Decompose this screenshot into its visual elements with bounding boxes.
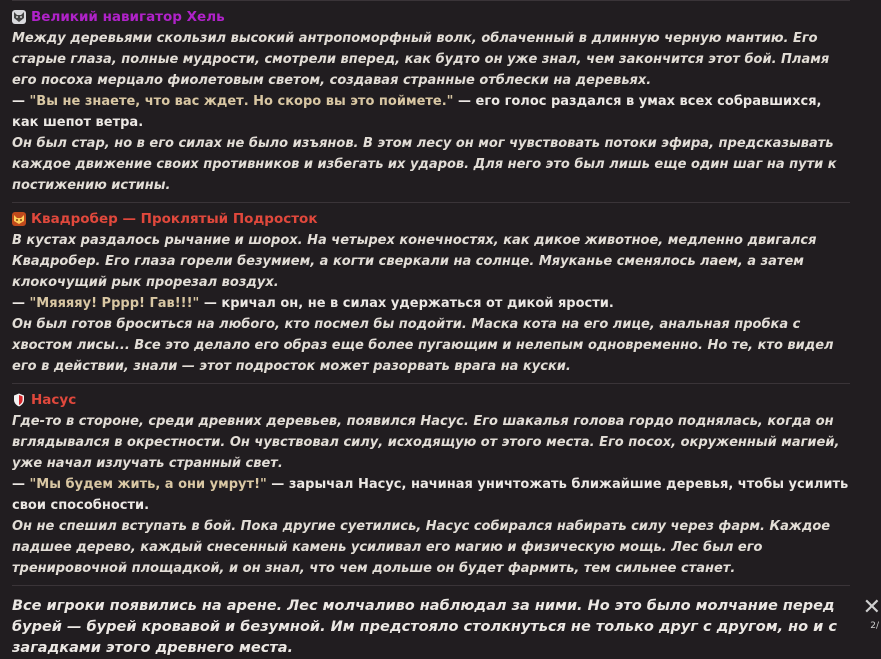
message-header [12,7,850,27]
dialogue-line [12,91,850,133]
dash: — [12,94,30,109]
quote-text: "Вы не знаете, что вас ждет. Но скоро вы это поймете." [29,94,454,109]
author-name[interactable]: Квадробер — Проклятый Подросток [31,211,318,227]
dialogue-line [12,293,850,314]
page-indicator: 2/ [870,621,879,631]
message-block [12,202,850,383]
narration-text: Между деревьями скользил высокий антропоморфный волк, облаченный в длинную черную мантию. Его старые глаза, полные мудрости, смотрели вперед, как будто он уже знал, чем закончится этот бой. Пламя его посоха мерцало фиолетовым светом, создавая странные отблески на деревьях. [12,31,830,88]
narration-text: Он был готов броситься на любого, кто посмел бы подойти. Маска кота на его лице, анальная пробка с хвостом лисы... Все это делало его образ еще более пугающим и нелепым одновременно. Но те, кто видел его в действии, знали — этот подросток может разорвать врага на куски. [12,317,834,374]
closing-text: Все игроки появились на арене. Лес молчаливо наблюдал за ними. Но это было молчание перед бурей — бурей кровавой и безумной. Им предстояло столкнуться не только друг с другом, но и с загадками этого древнего места. [12,598,837,656]
closing-block [12,585,850,659]
cat-icon [12,212,26,226]
quote-text: "Мяяяяу! Рррр! Гав!!!" [29,296,200,311]
quote-attribution: — его голос раздался в умах всех собравшихся, как шепот ветра. [12,94,822,130]
quote-attribution: — зарычал Насус, начиная уничтожать ближайшие деревья, чтобы усилить свои способности. [12,477,849,513]
author-name[interactable]: Насус [31,392,77,408]
close-icon[interactable]: ✕ [862,595,881,620]
narration-text: В кустах раздалось рычание и шорох. На четырех конечностях, как дикое животное, медленно двигался Квадробер. Его глаза горели безумием, а когти сверкали на солнце. Мяуканье сменялось лаем, а затем клокочущий рык прорезал воздух. [12,233,817,290]
author-name[interactable]: Великий навигатор Хель [31,9,225,25]
dialogue-line [12,474,850,516]
wolf-icon [12,10,26,24]
shield-icon [12,393,26,407]
message-block [12,383,850,585]
dash: — [12,477,30,492]
message-header [12,390,850,410]
narration-text: Он был стар, но в его силах не было изъянов. В этом лесу он мог чувствовать потоки эфира, предсказывать каждое движение своих противников и избегать их ударов. Для него это был лишь еще один шаг на пути к постижению истины. [12,136,837,193]
narration-text: Он не спешил вступать в бой. Пока другие суетились, Насус собирался набирать силу через фарм. Каждое падшее дерево, каждый снесенный камень усиливал его магию и физическую мощь. Лес был его тренировочной площадкой, и он знал, что чем дольше он будет фармить, тем сильнее станет. [12,519,831,576]
dash: — [12,296,30,311]
quote-attribution: — кричал он, не в силах удержаться от дикой ярости. [199,296,614,311]
message-block [12,1,850,202]
narration-text: Где-то в стороне, среди древних деревьев, появился Насус. Его шакалья голова гордо поднялась, когда он вглядывался в окрестности. Он чувствовал силу, исходящую от этого места. Его посох, окруженный магией, уже начал излучать странный свет. [12,414,840,471]
message-header [12,209,850,229]
quote-text: "Мы будем жить, а они умрут!" [29,477,267,492]
pager[interactable] [862,595,881,641]
